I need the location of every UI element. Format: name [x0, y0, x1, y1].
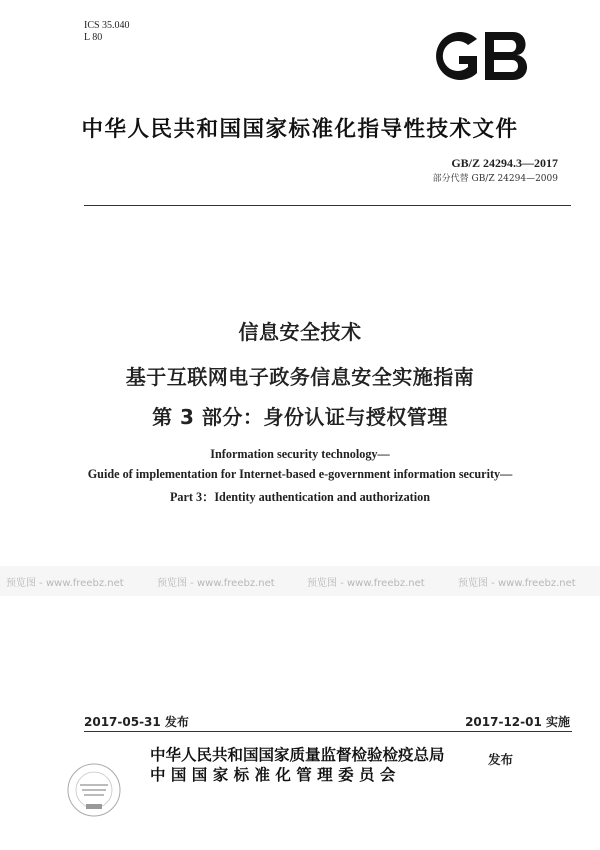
- footer-divider: [84, 731, 572, 732]
- implement-date: 2017-12-01 实施: [465, 715, 570, 729]
- watermark-text: 预览图 - www.freebz.net: [307, 578, 425, 589]
- title-cn-line-1: 信息安全技术: [238, 320, 362, 344]
- classification-codes: [84, 20, 130, 44]
- watermark-text: 预览图 - www.freebz.net: [458, 578, 576, 589]
- ics-code: ICS 35.040: [84, 20, 130, 31]
- title-cn-line-3: 第 3 部分：身份认证与授权管理: [152, 405, 448, 429]
- watermark-text: 预览图 - www.freebz.net: [157, 578, 275, 589]
- publish-date: 2017-05-31 发布: [84, 715, 189, 729]
- title-en-line-2: Guide of implementation for Internet-based e-government information security—: [87, 467, 513, 481]
- issuer-suffix: 发布: [488, 752, 514, 767]
- issuer-line-1: 中华人民共和国国家质量监督检验检疫总局: [150, 746, 445, 764]
- watermark-text: 预览图 - www.freebz.net: [6, 578, 124, 589]
- watermark-band: [0, 566, 600, 596]
- anti-counterfeit-seal-icon: [66, 762, 122, 818]
- issuer-line-2: 中 国 国 家 标 准 化 管 理 委 员 会: [150, 766, 396, 784]
- gb-logo-icon: [425, 27, 535, 85]
- title-en-line-3: Part 3：Identity authentication and authorization: [169, 490, 430, 504]
- replaces-note: 部分代替 GB/Z 24294—2009: [432, 174, 558, 184]
- title-en-line-1: Information security technology—: [210, 447, 390, 461]
- standard-number: GB/Z 24294.3—2017: [451, 156, 558, 170]
- document-type-heading: 中华人民共和国国家标准化指导性技术文件: [81, 117, 519, 142]
- header-divider: [84, 205, 571, 206]
- title-cn-line-2: 基于互联网电子政务信息安全实施指南: [125, 365, 475, 389]
- ccs-code: L 80: [84, 32, 103, 43]
